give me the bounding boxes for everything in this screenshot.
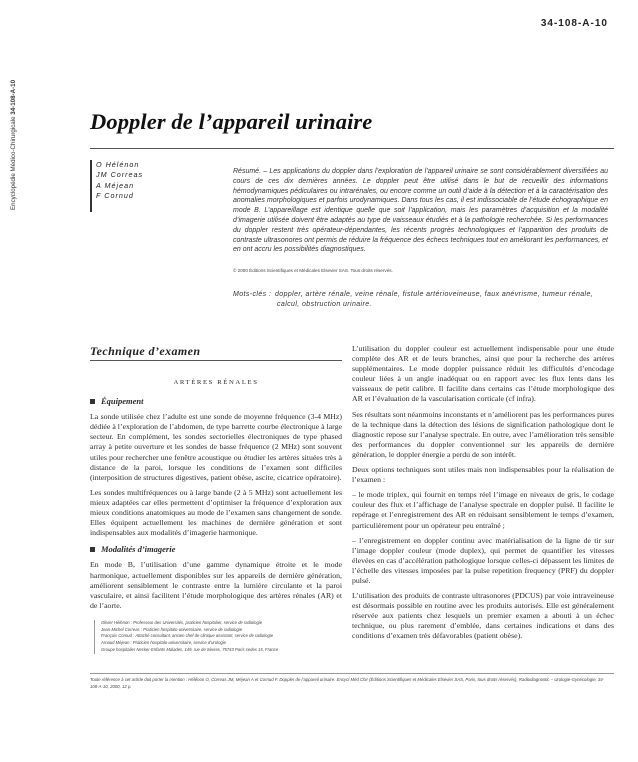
author: O Hélénon bbox=[96, 160, 140, 169]
author: A Méjean bbox=[96, 180, 135, 190]
title-rule bbox=[90, 148, 614, 149]
square-bullet-icon bbox=[90, 547, 95, 552]
paragraph: – l’enregistrement en doppler continu avec matérialisation de la ligne de tir sur l’image doppler couleur (mode duplex), qui permet de quantifier les vitesses élevées en cas d’accélération pathologique lorsque celles-ci dépassent les limites de l’échelle des vitesses imposées par la pulse repetition frequency (PRF) du doppler pulsé. bbox=[352, 535, 614, 585]
paragraph: L’utilisation des produits de contraste ultrasonores (PDCUS) par voie intraveineuse est désormais possible en routine avec les produits autorisés. Elle est généralement réservée aux patients chez lesquels un premier examen a abouti à un échec technique, ou plus rarement d’emblée, dans certaines indications et dans des conditions d’examen très défavorables (patient obèse). bbox=[352, 591, 614, 641]
side-ref: 34-108-A-10 bbox=[10, 79, 17, 115]
section-rule bbox=[90, 360, 342, 361]
paragraph: Ses résultats sont néanmoins inconstants et n’améliorent pas les performances pures de la technique dans la détection des lésions de signification pathologique dont le diagnostic repose sur l’analyse spectrale. En outre, avec l’amélioration très sensible des performances du doppler conventionnel sur les appareils de dernière génération, le doppler énergie a perdu de son intérêt. bbox=[352, 409, 614, 459]
affiliation-line: Groupe hospitalier Necker-Enfants Malades, 149, rue de Sèvres, 75743 Paris cedex 15, France bbox=[101, 646, 279, 652]
right-column bbox=[352, 344, 614, 647]
paragraph: La sonde utilisée chez l’adulte est une sonde de moyenne fréquence (3-4 MHz) dédiée à l’exploration de l’abdomen, de type barrette courbe électronique à large secteur. En complément, les sondes sectorielles électroniques de type phased array à petite ouverture et les sondes de basse fréquence (2 MHz) sont souvent utiles pour rechercher une fenêtre acoustique ou étudier les artères situées très à distance de la paroi, lorsque les conditions de l’examen sont difficiles (interposition de structures digestives, patient obèse, ascite, cicatrice opératoire). bbox=[90, 412, 342, 482]
affiliation-line: Olivier Hélénon : Professeur des Universités, praticien hospitalier, service de radiologie bbox=[101, 620, 263, 625]
paragraph: – le mode triplex, qui fournit en temps réel l’image en niveaux de gris, le codage couleur des flux et l’affichage de l’analyse spectrale en doppler pulsé. Il facilite le repérage et l’enregistrement des AR en réduisant sensiblement le temps d’examen, particulièrement pour un opérateur peu entraîné ; bbox=[352, 490, 614, 530]
affiliation-line: Jean-Michel Correas : Praticien hospitalo-universitaire, service de radiologie bbox=[101, 626, 243, 632]
abstract: Résumé. – Les applications du doppler dans l’exploration de l’appareil urinaire se sont considérablement diversifiées au cours de ces dix dernières années. Le doppler peut être utilisé dans le but de recueillir des informations hémodynamiques pédiculaires ou intrarénales, ou encore comme un outil d’aide à la détection et à la caractérisation des anomalies morphologiques et parfois urodynamiques. Dans tous les cas, il est indissociable de l’étude échographique en mode B. L’appareillage est identique quelle que soit l’application, mais les paramètres d’acquisition et la modalité d’imagerie utilisée doivent être adaptés au type de vaisseaux étudiés et à la pathologie recherchée. Si les performances du doppler restent très opérateur-dépendantes, les récents progrès technologiques et l’apparition des produits de contraste ultrasonores ont permis de réduire la fréquence des échecs techniques tout en améliorant les performances, et en ont accru les possibilités diagnostiques. bbox=[233, 168, 608, 254]
paragraph: En mode B, l’utilisation d’une gamme dynamique étroite et le mode harmonique, actuellement disponibles sur les appareils de dernière génération, améliorent sensiblement le contraste entre la lumière circulante et la paroi vasculaire, et ainsi facilitent l’étude morphologique des artères rénales (AR) et de l’aorte. bbox=[90, 560, 342, 610]
copyright: © 2000 Éditions Scientifiques et Médicales Elsevier SAS. Tous droits réservés. bbox=[233, 268, 393, 273]
page-title: Doppler de l’appareil urinaire bbox=[90, 109, 373, 134]
keywords-label: Mots-clés : bbox=[233, 291, 272, 298]
keywords-line: doppler, artère rénale, veine rénale, fistule artérioveineuse, faux anévrisme, tumeur rénale, bbox=[275, 291, 594, 298]
heading-modalites: Modalités d’imagerie bbox=[90, 544, 342, 554]
heading-equipement: Équipement bbox=[90, 396, 342, 406]
affiliations bbox=[94, 620, 353, 654]
header-ref: 34-108-A-10 bbox=[540, 18, 608, 29]
author: JM Correas bbox=[96, 170, 144, 180]
left-column bbox=[90, 374, 342, 616]
side-source: Encyclopédie Médico-Chirurgicale bbox=[10, 116, 17, 210]
paragraph: Les sondes multifréquences ou à large bande (2 à 5 MHz) sont actuellement les mieux adaptées car elles permettent d’optimiser la fréquence d’exploration aux mieux conditions anatomiques au mode de l’examen sans changement de sonde. Elles équipent actuellement les machines de dernière génération et sont indispensables aux modalités d’imagerie harmonique. bbox=[90, 487, 342, 538]
footer-rule bbox=[90, 673, 614, 674]
section-title: Technique d’examen bbox=[90, 344, 201, 358]
paragraph: L’utilisation du doppler couleur est actuellement indispensable pour une étude complète des AR et de leurs branches, ainsi que pour la recherche des artères supplémentaires. Le mode doppler puissance réduit les difficultés d’encodage couleur liées à un angle inadéquat ou en rapport avec les flux lents dans les vaisseaux de petit calibre. Il facilite dans certains cas l’étude morphologique des AR et l’évaluation de la vascularisation corticale (cf infra). bbox=[352, 344, 614, 404]
keywords bbox=[233, 290, 608, 310]
keywords-line: calcul, obstruction urinaire. bbox=[277, 300, 372, 308]
citation: Toute référence à cet article doit porter la mention : Hélénon O, Correas JM, Méjean A et Cornud F. Doppler de l’appareil urinaire. Encycl Méd Chir (Éditions Scientifiques et Médicales Elsevier SAS, Paris, tous droits réservés), Radiodiagnostic – Urologie-Gynécologie, 34-108-A-10, 2000, 12 p. bbox=[90, 677, 605, 689]
affiliation-line: François Cornud : Attaché consultant, ancien chef de clinique assistant, service de radiologie bbox=[101, 633, 274, 639]
author: F Cornud bbox=[96, 190, 134, 200]
author-bar bbox=[90, 160, 92, 212]
square-bullet-icon bbox=[90, 399, 95, 404]
side-label bbox=[10, 10, 22, 210]
subsection-caps: ARTÈRES RÉNALES bbox=[173, 379, 259, 386]
paragraph: Deux options techniques sont utiles mais non indispensables pour la réalisation de l’examen : bbox=[352, 465, 614, 485]
affiliation-line: Arnaud Méjean : Praticien hospitalo-universitaire, service d’urologie bbox=[101, 640, 226, 646]
author-list bbox=[96, 160, 143, 201]
